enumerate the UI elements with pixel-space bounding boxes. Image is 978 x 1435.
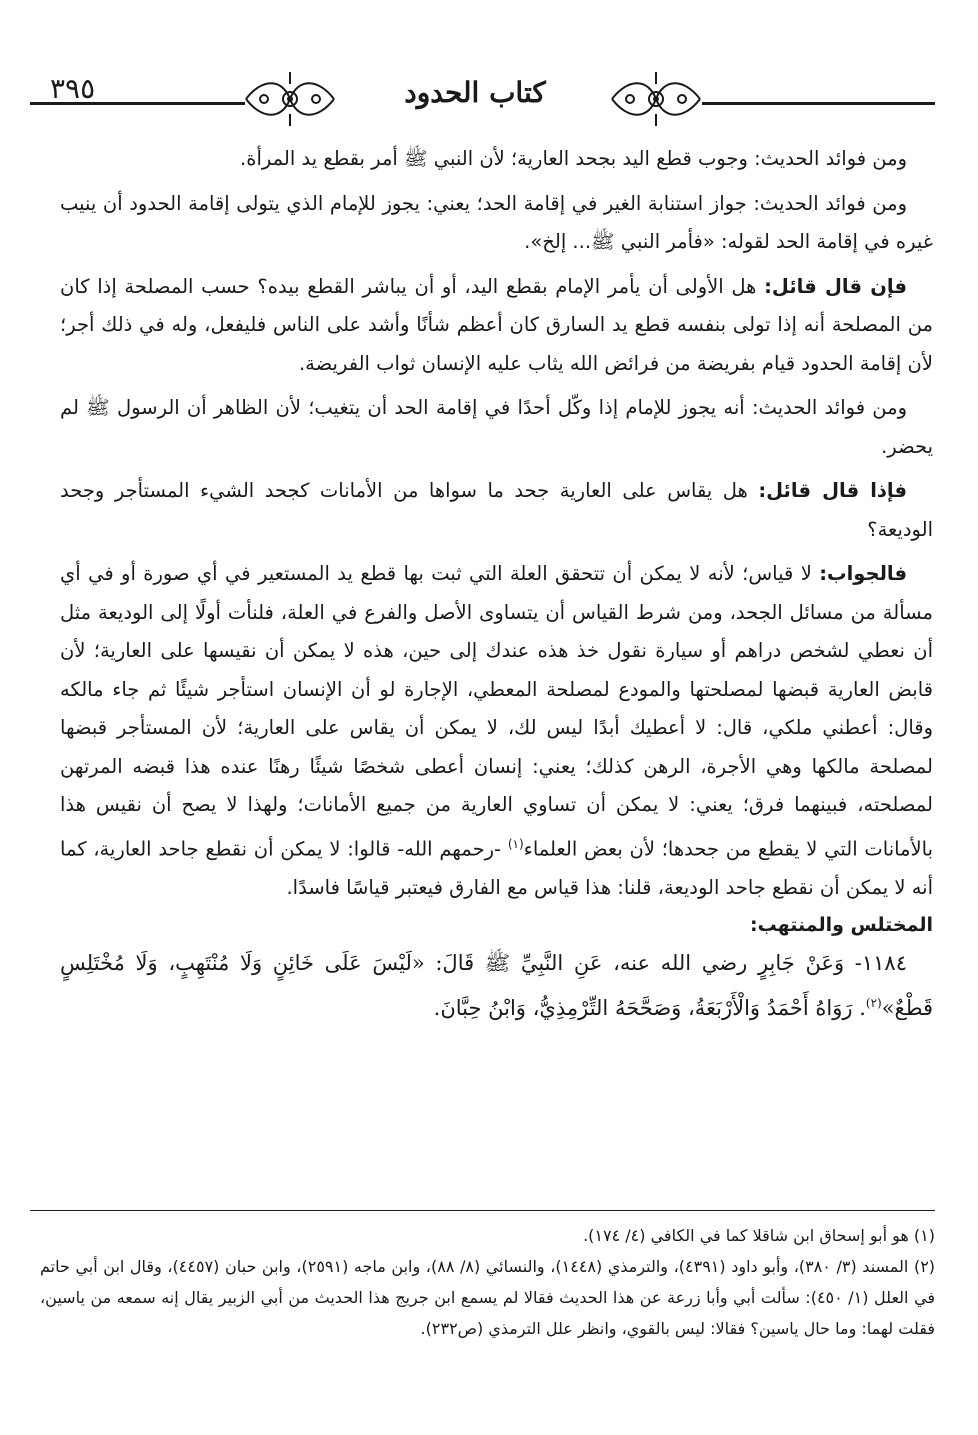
ornament-right-icon [608,68,704,130]
section-heading: المختلس والمنتهب: [749,914,933,936]
footnotes [40,1220,935,1344]
hadith-source: . رَوَاهُ أَحْمَدُ وَالْأَرْبَعَةُ، وَصَحَّحَهُ التِّرْمِذِيُّ، وَابْنُ حِبَّانَ. [433,996,866,1020]
hadith-body: ١١٨٤- وَعَنْ جَابِرٍ رضي الله عنه، عَنِ النَّبِيِّ ﷺ قَالَ: «لَيْسَ عَلَى خَائِنٍ وَلَا مُنْتَهِبٍ، وَلَا مُخْتَلِسٍ قَطْعٌ» [60,951,933,1020]
paragraph-text: هل يقاس على العارية جحد ما سواها من الأمانات كجحد الشيء المستأجر وجحد الوديعة؟ [60,479,933,541]
book-title: كتاب الحدود [404,76,546,109]
paragraph-text: لا قياس؛ لأنه لا يمكن أن تتحقق العلة التي ثبت بها قطع يد المستعير في أي صورة أو في أي مسألة من مسائل الجحد، ومن شرط القياس أن يتساوى الأصل والفرع في العلة، فلنأت أولًا إلى الوديعة مثل أن نعطي لشخص دراهم أو سيارة نقول خذ هذه عندك إلى حين، هذه لا يمكن أن نقيسها على العارية؛ لأن قابض العارية قبضها لمصلحتها والمودع لمصلحة المعطي، الإجارة لو أن الإنسان استأجر شيئًا ثم جاء مالكه وقال: أعطني ملكي، قال: لا أعطيك أبدًا ليس لك، لا يمكن أن يقاس على العارية؛ لأن المستأجر قبضها لمصلحة مالكها وهي الأجرة، الرهن كذلك؛ يعني: إنسان أعطى شخصًا شيئًا رهنًا عنده هذا قبضه المرتهن لمصلحته، فبينهما فرق؛ يعني: لا يمكن أن تساوي العارية من جميع الأمانات؛ ولهذا لا يصح أن نقيس هذا بالأمانات التي لا يقطع من جحدها؛ لأن بعض العلماء [60,562,933,860]
paragraph [60,472,933,549]
paragraph: ومن فوائد الحديث: جواز استنابة الغير في إقامة الحد؛ يعني: يجوز للإمام الذي يتولى إقامة الحدود أن ينيب غيره في إقامة الحد لقوله: «فأمر النبي ﷺ... إلخ». [60,191,933,253]
footnote-1: (١) هو أبو إسحاق ابن شاقلا كما في الكافي (٤/ ١٧٤). [583,1226,935,1245]
question-lead: فإن قال قائل: [764,274,908,298]
footnote-ref[interactable]: (١) [507,836,524,851]
paragraph [60,555,933,907]
page-header [30,68,935,130]
question-lead: فإذا قال قائل: [758,479,907,502]
paragraph [60,268,933,384]
answer-lead: فالجواب: [819,562,907,585]
header-rule-right [702,102,935,105]
paragraph: ومن فوائد الحديث: وجوب قطع اليد بجحد العارية؛ لأن النبي ﷺ أمر بقطع يد المرأة. [240,147,907,170]
footnote-ref[interactable]: (٢) [865,996,882,1010]
paragraph-text: هل الأولى أن يأمر الإمام بقطع اليد، أو أن يباشر القطع بيده؟ حسب المصلحة إذا كان من المصلحة أنه إذا تولى بنفسه قطع يد السارق كان أعظم شأنًا وأشد على الناس فليفعل، وله في ذلك أجر؛ لأن إقامة الحدود قيام بفريضة من فرائض الله يثاب عليه الإنسان ثواب الفريضة. [60,274,933,375]
main-text [60,140,933,1028]
page-number: ٣٩٥ [50,72,96,105]
footnote-divider [30,1210,935,1211]
paragraph: ومن فوائد الحديث: أنه يجوز للإمام إذا وكّل أحدًا في إقامة الحد أن يتغيب؛ لأن الظاهر أن الرسول ﷺ لم يحضر. [60,396,933,458]
ornament-left-icon [242,68,338,130]
footnote-2: (٢) المسند (٣/ ٣٨٠)، وأبو داود (٤٣٩١)، والترمذي (١٤٤٨)، والنسائي (٨/ ٨٨)، وابن ماجه (٢٥٩١)، وابن حبان (٤٤٥٧)، وقال ابن أبي حاتم في العلل (١/ ٤٥٠): سألت أبي وأبا زرعة عن هذا الحديث فقالا لم يسمع ابن جريج هذا الحديث من أبي الزبير يقال إنه سمعه من ياسين، فقلت لهما: وما حال ياسين؟ فقالا: ليس بالقوي، وانظر علل الترمذي (ص٢٣٢). [40,1257,936,1338]
hadith-text [60,943,933,1028]
paragraph-text: -رحمهم الله- قالوا: لا يمكن أن نقطع جاحد العارية، كما أنه لا يمكن أن نقطع جاحد الوديعة، قلنا: هذا قياس مع الفارق فيعتبر قياسًا فاسدًا. [60,837,933,899]
